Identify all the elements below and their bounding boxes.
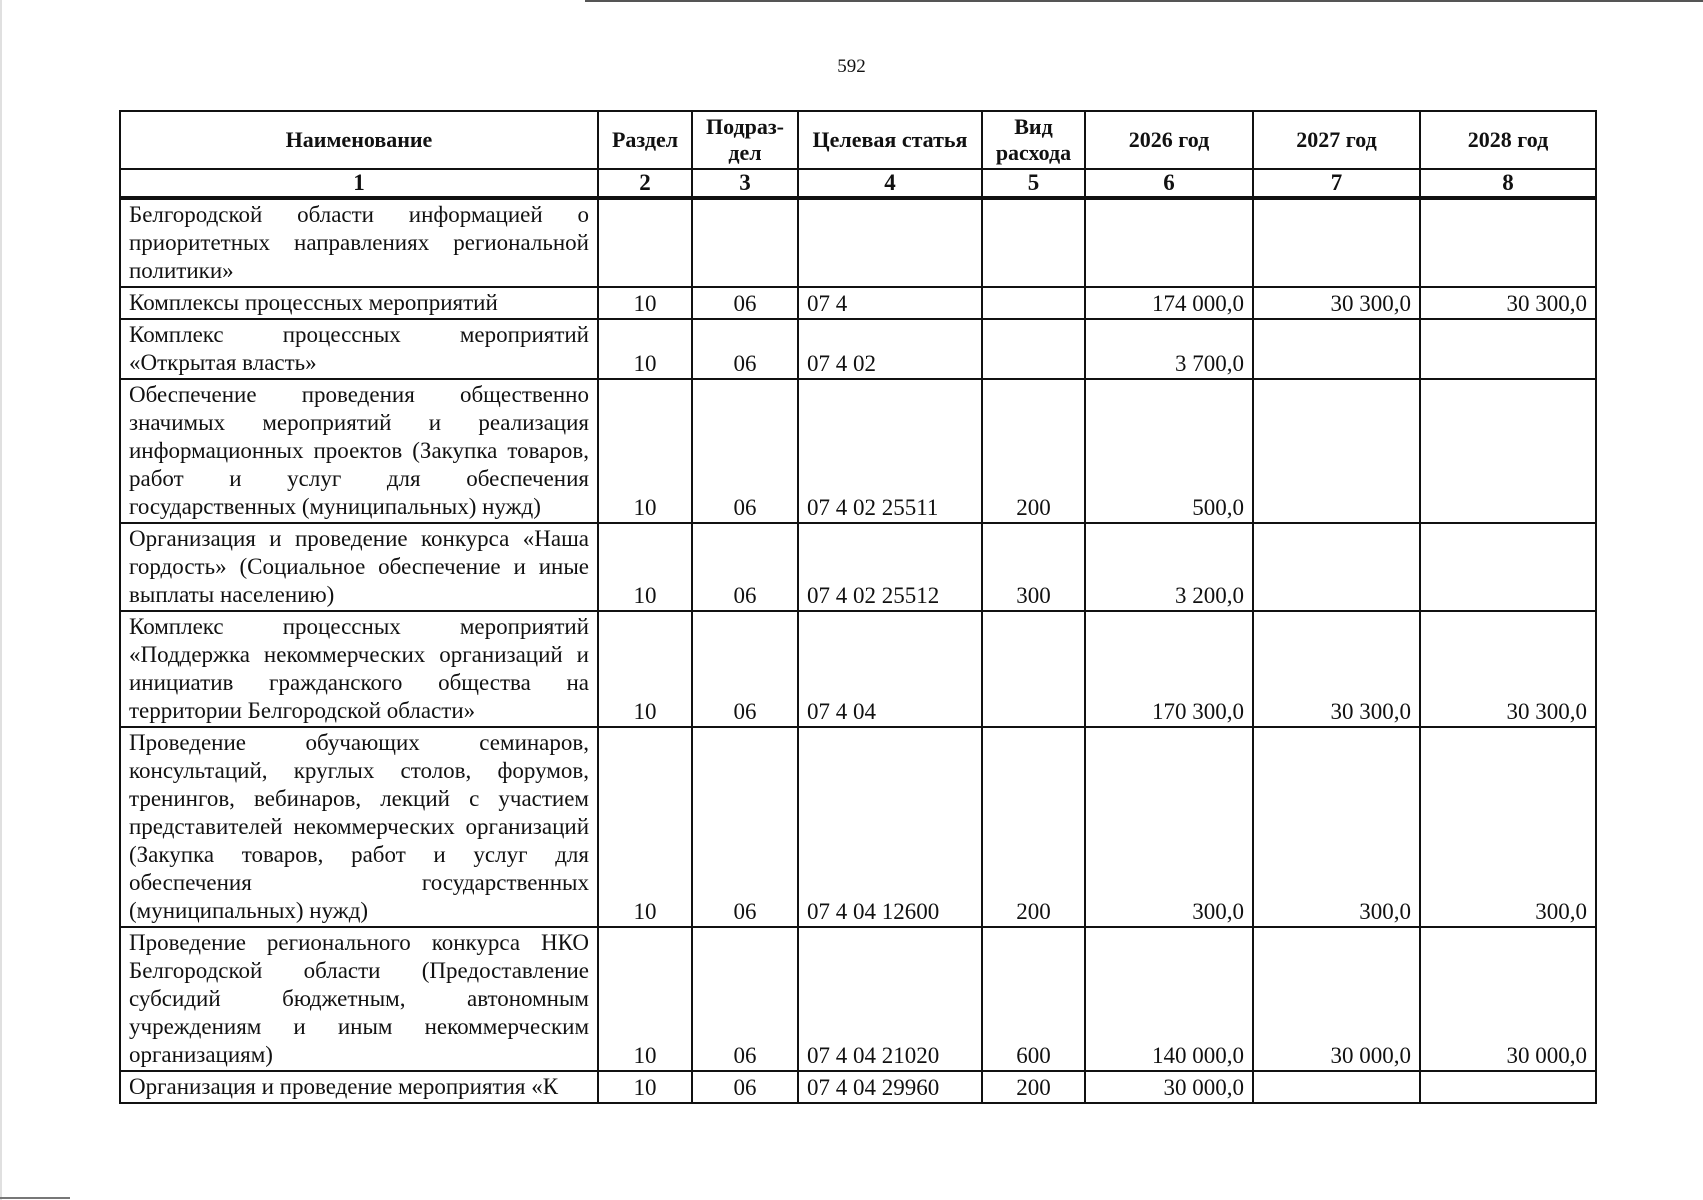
scan-edge-top [585,0,1703,2]
column-number: 1 [120,169,598,198]
row-amount-2028 [1420,523,1596,611]
row-name: Белгородской области информацией о приоритетных направлениях региональной политики» [120,198,598,287]
row-section: 10 [598,611,692,727]
row-amount-2028: 30 000,0 [1420,927,1596,1071]
row-target-article: 07 4 [798,287,982,319]
row-name: Комплекс процессных мероприятий «Открытая власть» [120,319,598,379]
row-amount-2028: 30 300,0 [1420,287,1596,319]
row-subsection: 06 [692,611,798,727]
budget-table [119,110,1597,1104]
row-target-article: 07 4 04 12600 [798,727,982,927]
header-subsection: Подраз-дел [692,111,798,169]
row-amount-2028 [1420,319,1596,379]
row-section: 10 [598,927,692,1071]
row-expense-type [982,287,1085,319]
header-name: Наименование [120,111,598,169]
table-row [120,1071,1596,1103]
column-number: 8 [1420,169,1596,198]
row-target-article: 07 4 04 29960 [798,1071,982,1103]
header-expense-type: Вид расхода [982,111,1085,169]
row-amount-2027 [1253,1071,1420,1103]
row-subsection: 06 [692,319,798,379]
row-name: Комплексы процессных мероприятий [120,287,598,319]
column-number: 4 [798,169,982,198]
row-target-article: 07 4 04 21020 [798,927,982,1071]
page-number: 592 [837,56,866,77]
header-target-article: Целевая статья [798,111,982,169]
row-amount-2027 [1253,198,1420,287]
row-amount-2028 [1420,379,1596,523]
table-row [120,523,1596,611]
column-number: 7 [1253,169,1420,198]
header-2026: 2026 год [1085,111,1253,169]
column-number: 3 [692,169,798,198]
row-subsection: 06 [692,727,798,927]
row-subsection: 06 [692,379,798,523]
row-expense-type [982,198,1085,287]
row-target-article [798,198,982,287]
row-expense-type: 600 [982,927,1085,1071]
row-amount-2027: 30 300,0 [1253,611,1420,727]
row-amount-2027: 30 000,0 [1253,927,1420,1071]
row-amount-2026: 3 700,0 [1085,319,1253,379]
row-target-article: 07 4 02 25511 [798,379,982,523]
row-name: Комплекс процессных мероприятий «Поддержка некоммерческих организаций и инициатив гражданского общества на территории Белгородской области» [120,611,598,727]
row-target-article: 07 4 02 [798,319,982,379]
row-expense-type [982,611,1085,727]
row-name: Проведение регионального конкурса НКО Белгородской области (Предоставление субсидий бюджетным, автономным учреждениям и иным некоммерческим организациям) [120,927,598,1071]
row-amount-2026: 3 200,0 [1085,523,1253,611]
column-number: 2 [598,169,692,198]
scan-edge-bottom [0,1197,70,1199]
row-section [598,198,692,287]
row-subsection [692,198,798,287]
row-amount-2027: 30 300,0 [1253,287,1420,319]
table-row [120,319,1596,379]
row-amount-2026: 174 000,0 [1085,287,1253,319]
row-amount-2028: 300,0 [1420,727,1596,927]
table-row [120,727,1596,927]
row-target-article: 07 4 02 25512 [798,523,982,611]
header-2027: 2027 год [1253,111,1420,169]
row-amount-2028 [1420,198,1596,287]
row-amount-2026: 30 000,0 [1085,1071,1253,1103]
row-name: Организация и проведение конкурса «Наша гордость» (Социальное обеспечение и иные выплаты населению) [120,523,598,611]
header-section: Раздел [598,111,692,169]
row-amount-2028: 30 300,0 [1420,611,1596,727]
row-expense-type [982,319,1085,379]
row-subsection: 06 [692,1071,798,1103]
row-section: 10 [598,1071,692,1103]
row-expense-type: 200 [982,1071,1085,1103]
table-row [120,287,1596,319]
row-target-article: 07 4 04 [798,611,982,727]
row-expense-type: 300 [982,523,1085,611]
header-2028: 2028 год [1420,111,1596,169]
row-name: Обеспечение проведения общественно значимых мероприятий и реализация информационных проектов (Закупка товаров, работ и услуг для обеспечения государственных (муниципальных) нужд) [120,379,598,523]
row-name: Организация и проведение мероприятия «К [120,1071,598,1103]
row-subsection: 06 [692,287,798,319]
row-section: 10 [598,287,692,319]
row-amount-2027 [1253,319,1420,379]
row-expense-type: 200 [982,727,1085,927]
table-row [120,927,1596,1071]
table-row [120,611,1596,727]
row-section: 10 [598,523,692,611]
row-subsection: 06 [692,523,798,611]
row-section: 10 [598,727,692,927]
row-amount-2026: 500,0 [1085,379,1253,523]
row-section: 10 [598,379,692,523]
column-number: 5 [982,169,1085,198]
header-row [120,111,1596,169]
table-row [120,198,1596,287]
scan-edge-left [0,0,2,1200]
table-row [120,379,1596,523]
row-amount-2026: 300,0 [1085,727,1253,927]
row-amount-2027 [1253,523,1420,611]
row-amount-2028 [1420,1071,1596,1103]
row-name: Проведение обучающих семинаров, консультаций, круглых столов, форумов, тренингов, вебинаров, лекций с участием представителей некоммерческих организаций (Закупка товаров, работ и услуг для обеспечения государственных (муниципальных) нужд) [120,727,598,927]
column-number-row [120,169,1596,198]
row-amount-2026 [1085,198,1253,287]
row-expense-type: 200 [982,379,1085,523]
row-amount-2026: 170 300,0 [1085,611,1253,727]
row-amount-2027: 300,0 [1253,727,1420,927]
row-amount-2027 [1253,379,1420,523]
row-amount-2026: 140 000,0 [1085,927,1253,1071]
row-subsection: 06 [692,927,798,1071]
column-number: 6 [1085,169,1253,198]
row-section: 10 [598,319,692,379]
